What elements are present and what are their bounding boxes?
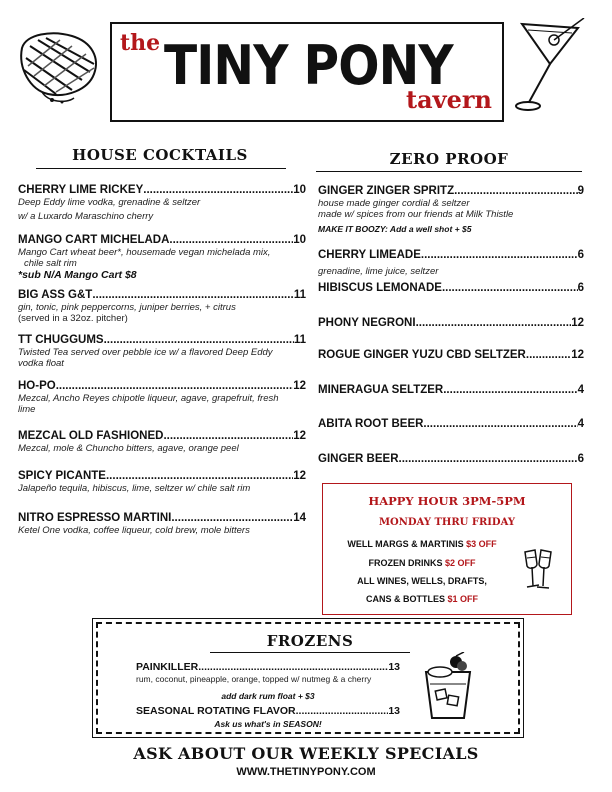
item-name: TT CHUGGUMS	[18, 334, 104, 346]
item-price: 9	[577, 185, 584, 197]
item-price: 10	[293, 184, 306, 196]
champagne-glasses-icon	[521, 548, 557, 594]
menu-item	[18, 511, 306, 536]
menu-item	[318, 281, 584, 295]
website-link[interactable]: WWW.THETINYPONY.COM	[236, 766, 376, 778]
item-price: 11	[293, 289, 306, 301]
item-description: w/ a Luxardo Maraschino cherry	[18, 211, 154, 222]
item-name: MINERAGUA SELTZER	[318, 384, 444, 396]
deal-price: $3 OFF	[466, 539, 497, 549]
item-price: 12	[293, 470, 306, 482]
item-price: 6	[577, 453, 584, 465]
item-price: 4	[577, 418, 584, 430]
deal-text: WELL MARGS & MARTINIS	[347, 539, 467, 549]
menu-item	[318, 348, 584, 362]
item-price: 13	[388, 705, 400, 717]
weekly-specials-banner: ASK ABOUT OUR WEEKLY SPECIALS	[133, 744, 479, 763]
menu-item	[318, 452, 584, 466]
item-name: SPICY PICANTE	[18, 470, 106, 482]
menu-item	[136, 704, 400, 730]
item-price: 10	[293, 234, 306, 246]
item-description: Twisted Tea served over pebble ice w/ a flavored Deep Eddy	[18, 347, 273, 358]
item-name: MANGO CART MICHELADA	[18, 234, 170, 246]
item-description: Mezcal, Ancho Reyes chipotle liqueur, agave, grapefruit, fresh	[18, 393, 279, 404]
deal-text: FROZEN DRINKS	[368, 558, 445, 568]
house-cocktails-title: HOUSE COCKTAILS	[72, 146, 248, 164]
item-description: vodka float	[18, 358, 64, 369]
menu-item	[318, 316, 584, 330]
zero-proof-title: ZERO PROOF	[389, 150, 509, 168]
item-name: GINGER ZINGER SPRITZ	[318, 185, 455, 197]
menu-item	[18, 379, 306, 415]
item-description: gin, tonic, pink peppercorns, juniper berries, + citrus	[18, 302, 236, 313]
item-name: SEASONAL ROTATING FLAVOR	[136, 705, 296, 717]
logo	[110, 22, 504, 122]
item-price: 4	[577, 384, 584, 396]
steak-illustration	[12, 28, 104, 106]
frozens-title: FROZENS	[266, 632, 354, 650]
menu-item	[18, 429, 306, 454]
deal-price: $2 OFF	[444, 558, 476, 568]
item-name: GINGER BEER	[318, 453, 399, 465]
item-note: *sub N/A Mango Cart $8	[18, 269, 137, 281]
menu-item	[318, 417, 584, 431]
item-price: 6	[577, 249, 584, 261]
item-description: lime	[18, 404, 36, 415]
menu-item	[318, 383, 584, 397]
item-description: Mango Cart wheat beer*, housemade vegan michelada mix,	[18, 247, 271, 258]
deal-price: $1 OFF	[447, 594, 479, 604]
frozens-rule	[210, 652, 410, 653]
house-cocktails-rule	[36, 168, 286, 169]
item-price: 13	[388, 661, 400, 673]
item-note: MAKE IT BOOZY: Add a well shot + $5	[318, 224, 472, 234]
happy-hour-days: MONDAY THRU FRIDAY	[378, 517, 516, 528]
item-price: 11	[293, 334, 306, 346]
deal-text: CANS & BOTTLES	[365, 594, 448, 604]
item-note: Ask us what's in SEASON!	[214, 719, 322, 729]
item-note: add dark rum float + $3	[221, 691, 315, 701]
item-name: ROGUE GINGER YUZU CBD SELTZER	[318, 349, 526, 361]
happy-hour-line	[323, 594, 521, 604]
item-name: CHERRY LIMEADE	[318, 249, 421, 261]
item-price: 14	[293, 512, 306, 524]
item-price: 12	[571, 317, 584, 329]
item-price: 12	[293, 380, 306, 392]
item-name: HIBISCUS LEMONADE	[318, 282, 442, 294]
logo-the: the	[120, 30, 161, 56]
menu-item	[136, 660, 400, 702]
item-description: grenadine, lime juice, seltzer	[318, 266, 439, 277]
item-price: 6	[577, 282, 584, 294]
menu-item	[18, 288, 306, 324]
item-name: BIG ASS G&T	[18, 289, 93, 301]
menu-item	[318, 248, 584, 277]
menu-item	[18, 183, 306, 222]
frozen-cocktail-illustration	[418, 652, 478, 724]
deal-text: ALL WINES, WELLS, DRAFTS,	[357, 576, 487, 586]
item-name: ABITA ROOT BEER	[318, 418, 424, 430]
item-description: Ketel One vodka, coffee liqueur, cold brew, mole bitters	[18, 525, 250, 536]
menu-item	[318, 184, 584, 235]
item-description: Jalapeño tequila, hibiscus, lime, seltzer w/ chile salt rim	[18, 483, 251, 494]
item-price: 12	[293, 430, 306, 442]
happy-hour-box	[322, 483, 572, 615]
item-name: NITRO ESPRESSO MARTINI	[18, 512, 172, 524]
item-description: Deep Eddy lime vodka, grenadine & seltzer	[18, 197, 201, 208]
happy-hour-line	[323, 576, 521, 586]
item-name: PHONY NEGRONI	[318, 317, 416, 329]
item-name: CHERRY LIME RICKEY	[18, 184, 144, 196]
item-description: house made ginger cordial & seltzer	[318, 198, 470, 209]
item-description: (served in a 32oz. pitcher)	[18, 313, 128, 324]
item-description: Mezcal, mole & Chuncho bitters, agave, orange peel	[18, 443, 239, 454]
zero-proof-rule	[316, 171, 582, 172]
item-name: MEZCAL OLD FASHIONED	[18, 430, 164, 442]
happy-hour-line	[323, 539, 521, 549]
happy-hour-line	[323, 558, 521, 568]
menu-item	[18, 233, 306, 282]
menu-item	[18, 333, 306, 369]
logo-wordmark: TINY PONY	[164, 34, 453, 97]
happy-hour-title: HAPPY HOUR 3PM-5PM	[368, 494, 526, 508]
item-price: 12	[571, 349, 584, 361]
item-description: chile salt rim	[24, 258, 77, 269]
logo-tavern: tavern	[406, 85, 492, 114]
item-description: rum, coconut, pineapple, orange, topped w/ nutmeg & a cherry	[136, 674, 372, 684]
item-description: made w/ spices from our friends at Milk Thistle	[318, 209, 514, 220]
item-name: PAINKILLER	[136, 661, 199, 673]
menu-item	[18, 469, 306, 494]
item-name: HO-PO	[18, 380, 56, 392]
martini-illustration	[514, 18, 600, 118]
